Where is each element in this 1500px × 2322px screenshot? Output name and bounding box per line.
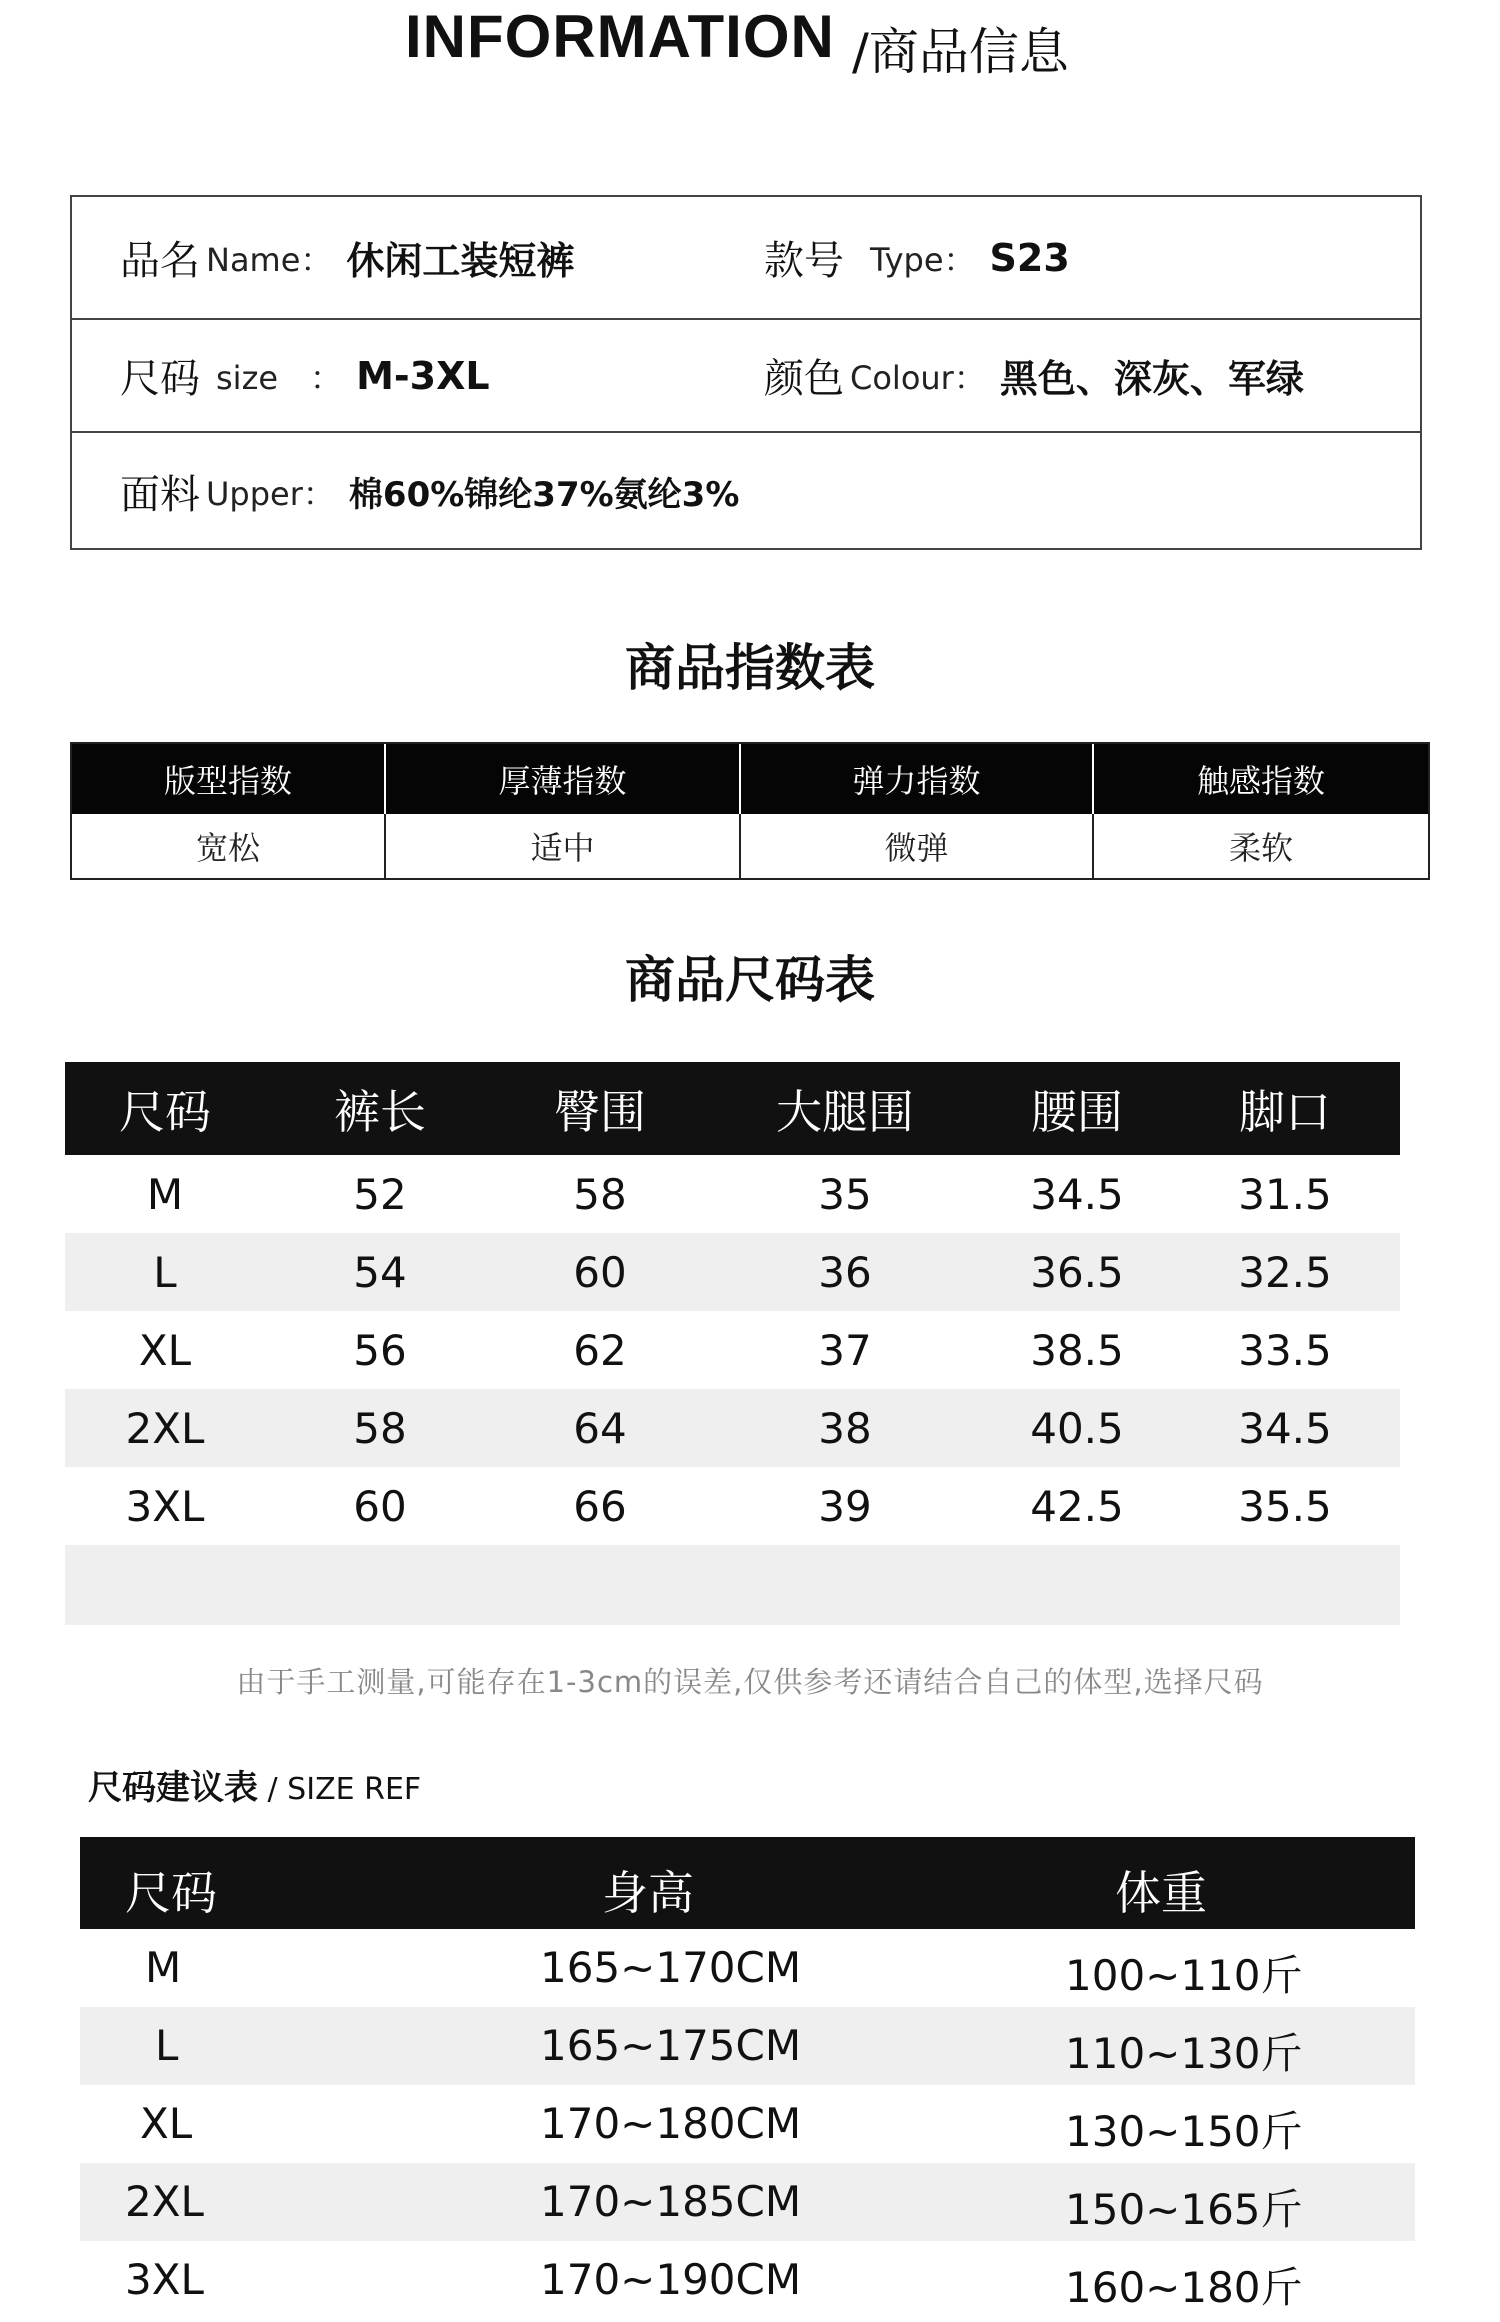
colour-value: 黑色、深灰、军绿	[999, 357, 1304, 401]
upper-label-cn: 面料	[120, 472, 200, 518]
upper-field	[120, 433, 739, 550]
rec-header-cell: 体重	[1115, 1866, 1207, 1920]
size-cell: 31.5	[1238, 1169, 1332, 1219]
index-value-cell: 微弹	[741, 814, 1094, 878]
size-cell: 34.5	[1238, 1403, 1332, 1453]
table-row	[80, 2241, 1415, 2319]
table-row	[80, 2007, 1415, 2085]
size-ref-title-en: / SIZE REF	[258, 1772, 422, 1807]
size-section-title: 商品尺码表	[625, 951, 875, 1009]
table-row	[65, 1467, 1400, 1545]
size-table	[65, 1062, 1400, 1625]
index-header-cell: 厚薄指数	[386, 744, 741, 814]
rec-cell: 100~110斤	[1065, 1951, 1303, 2000]
empty-row	[65, 1545, 1400, 1625]
rec-cell: 170~185CM	[540, 2177, 802, 2226]
size-cell: 38	[818, 1403, 872, 1453]
index-header-row	[72, 744, 1428, 814]
index-value-cell: 适中	[386, 814, 741, 878]
type-label-en: Type：	[870, 240, 976, 279]
rec-cell: 110~130斤	[1065, 2029, 1303, 2078]
size-header-cell: 脚口	[1239, 1084, 1331, 1139]
index-header-cell: 触感指数	[1196, 762, 1325, 800]
product-info-box	[70, 195, 1422, 550]
rec-header-cell: 身高	[602, 1866, 694, 1920]
size-cell: 54	[353, 1247, 407, 1297]
title-cn: /商品信息	[852, 23, 1069, 81]
rec-cell: 170~180CM	[540, 2099, 802, 2148]
colour-label-cn: 颜色	[764, 356, 844, 402]
size-cell: 34.5	[1030, 1169, 1124, 1219]
size-cell: 2XL	[125, 1403, 205, 1453]
size-cell: 62	[573, 1325, 627, 1375]
size-header-cell: 尺码	[119, 1084, 211, 1139]
index-value-cell: 柔软	[1228, 829, 1293, 867]
table-row	[65, 1233, 1400, 1311]
size-cell: 58	[573, 1169, 627, 1219]
info-row-upper	[72, 433, 1420, 550]
size-cell: 64	[573, 1403, 627, 1453]
size-cell: 56	[353, 1325, 407, 1375]
size-cell: L	[153, 1247, 177, 1297]
size-cell: 60	[353, 1481, 407, 1531]
index-value-row	[72, 814, 1428, 878]
size-cell: 37	[818, 1325, 872, 1375]
rec-cell: 165~170CM	[540, 1943, 802, 1992]
index-header-cell: 弹力指数	[741, 744, 1094, 814]
size-header-cell: 臀围	[554, 1084, 646, 1139]
size-cell: 35.5	[1238, 1481, 1332, 1531]
name-label-en: Name：	[206, 240, 333, 279]
type-value: S23	[989, 235, 1070, 280]
size-cell: 52	[353, 1169, 407, 1219]
measurement-note: 由于手工测量,可能存在1-3cm的误差,仅供参考还请结合自己的体型,选择尺码	[236, 1665, 1264, 1699]
table-row	[80, 2085, 1415, 2163]
size-cell: 36.5	[1030, 1247, 1124, 1297]
size-header-cell: 裤长	[334, 1084, 426, 1139]
size-cell: 40.5	[1030, 1403, 1124, 1453]
index-header-cell: 版型指数	[72, 744, 386, 814]
size-header-cell: 腰围	[1031, 1084, 1123, 1139]
index-value-cell: 宽松	[72, 814, 386, 878]
size-field	[120, 320, 490, 431]
size-cell: M	[146, 1169, 184, 1219]
table-row	[80, 1929, 1415, 2007]
size-header-cell: 大腿围	[776, 1084, 914, 1139]
rec-cell: 160~180斤	[1065, 2263, 1303, 2312]
table-row	[65, 1155, 1400, 1233]
rec-table-header	[80, 1837, 1415, 1929]
size-cell: 39	[818, 1481, 872, 1531]
type-label-cn: 款号	[764, 238, 844, 284]
size-table-body	[65, 1155, 1400, 1625]
info-row-size-colour	[72, 320, 1420, 433]
size-cell: 35	[818, 1169, 872, 1219]
type-field	[764, 197, 1070, 318]
size-cell: 36	[818, 1247, 872, 1297]
size-value: M-3XL	[356, 353, 490, 398]
upper-value: 棉60%锦纶37%氨纶3%	[348, 475, 740, 515]
rec-cell: 2XL	[125, 2177, 204, 2226]
rec-header-cell: 尺码	[125, 1866, 217, 1920]
size-ref-title-cn: 尺码建议表	[88, 1768, 258, 1808]
index-table	[70, 742, 1430, 880]
rec-cell: 150~165斤	[1065, 2185, 1303, 2234]
size-cell: 58	[353, 1403, 407, 1453]
table-row	[80, 2163, 1415, 2241]
index-section-title: 商品指数表	[625, 639, 875, 697]
rec-cell: L	[155, 2021, 179, 2070]
rec-cell: 130~150斤	[1065, 2107, 1303, 2156]
rec-cell: 170~190CM	[540, 2255, 802, 2304]
size-cell: 60	[573, 1247, 627, 1297]
name-field	[120, 197, 574, 318]
rec-cell: XL	[140, 2099, 193, 2148]
size-table-header	[65, 1062, 1400, 1155]
rec-cell: M	[145, 1943, 182, 1992]
colour-label-en: Colour：	[850, 358, 986, 397]
rec-cell: 165~175CM	[540, 2021, 802, 2070]
size-cell: 42.5	[1030, 1481, 1124, 1531]
table-row	[65, 1311, 1400, 1389]
page-header	[0, 0, 1500, 80]
size-ref-title	[88, 1760, 421, 1809]
size-cell: 32.5	[1238, 1247, 1332, 1297]
rec-cell: 3XL	[125, 2255, 204, 2304]
info-row-name-type	[72, 197, 1420, 320]
name-label-cn: 品名	[120, 238, 200, 284]
title-en: INFORMATION	[405, 3, 835, 70]
colour-field	[764, 320, 1304, 431]
size-cell: 38.5	[1030, 1325, 1124, 1375]
table-row	[65, 1389, 1400, 1467]
size-cell: XL	[138, 1325, 192, 1375]
size-label-cn: 尺码	[120, 356, 200, 402]
size-cell: 3XL	[125, 1481, 205, 1531]
size-cell: 33.5	[1238, 1325, 1332, 1375]
name-value: 休闲工装短裤	[346, 239, 575, 283]
size-recommendation-table	[80, 1837, 1415, 2319]
size-cell: 66	[573, 1481, 627, 1531]
size-label-en: size ：	[216, 358, 343, 397]
upper-label-en: Upper：	[206, 474, 335, 513]
